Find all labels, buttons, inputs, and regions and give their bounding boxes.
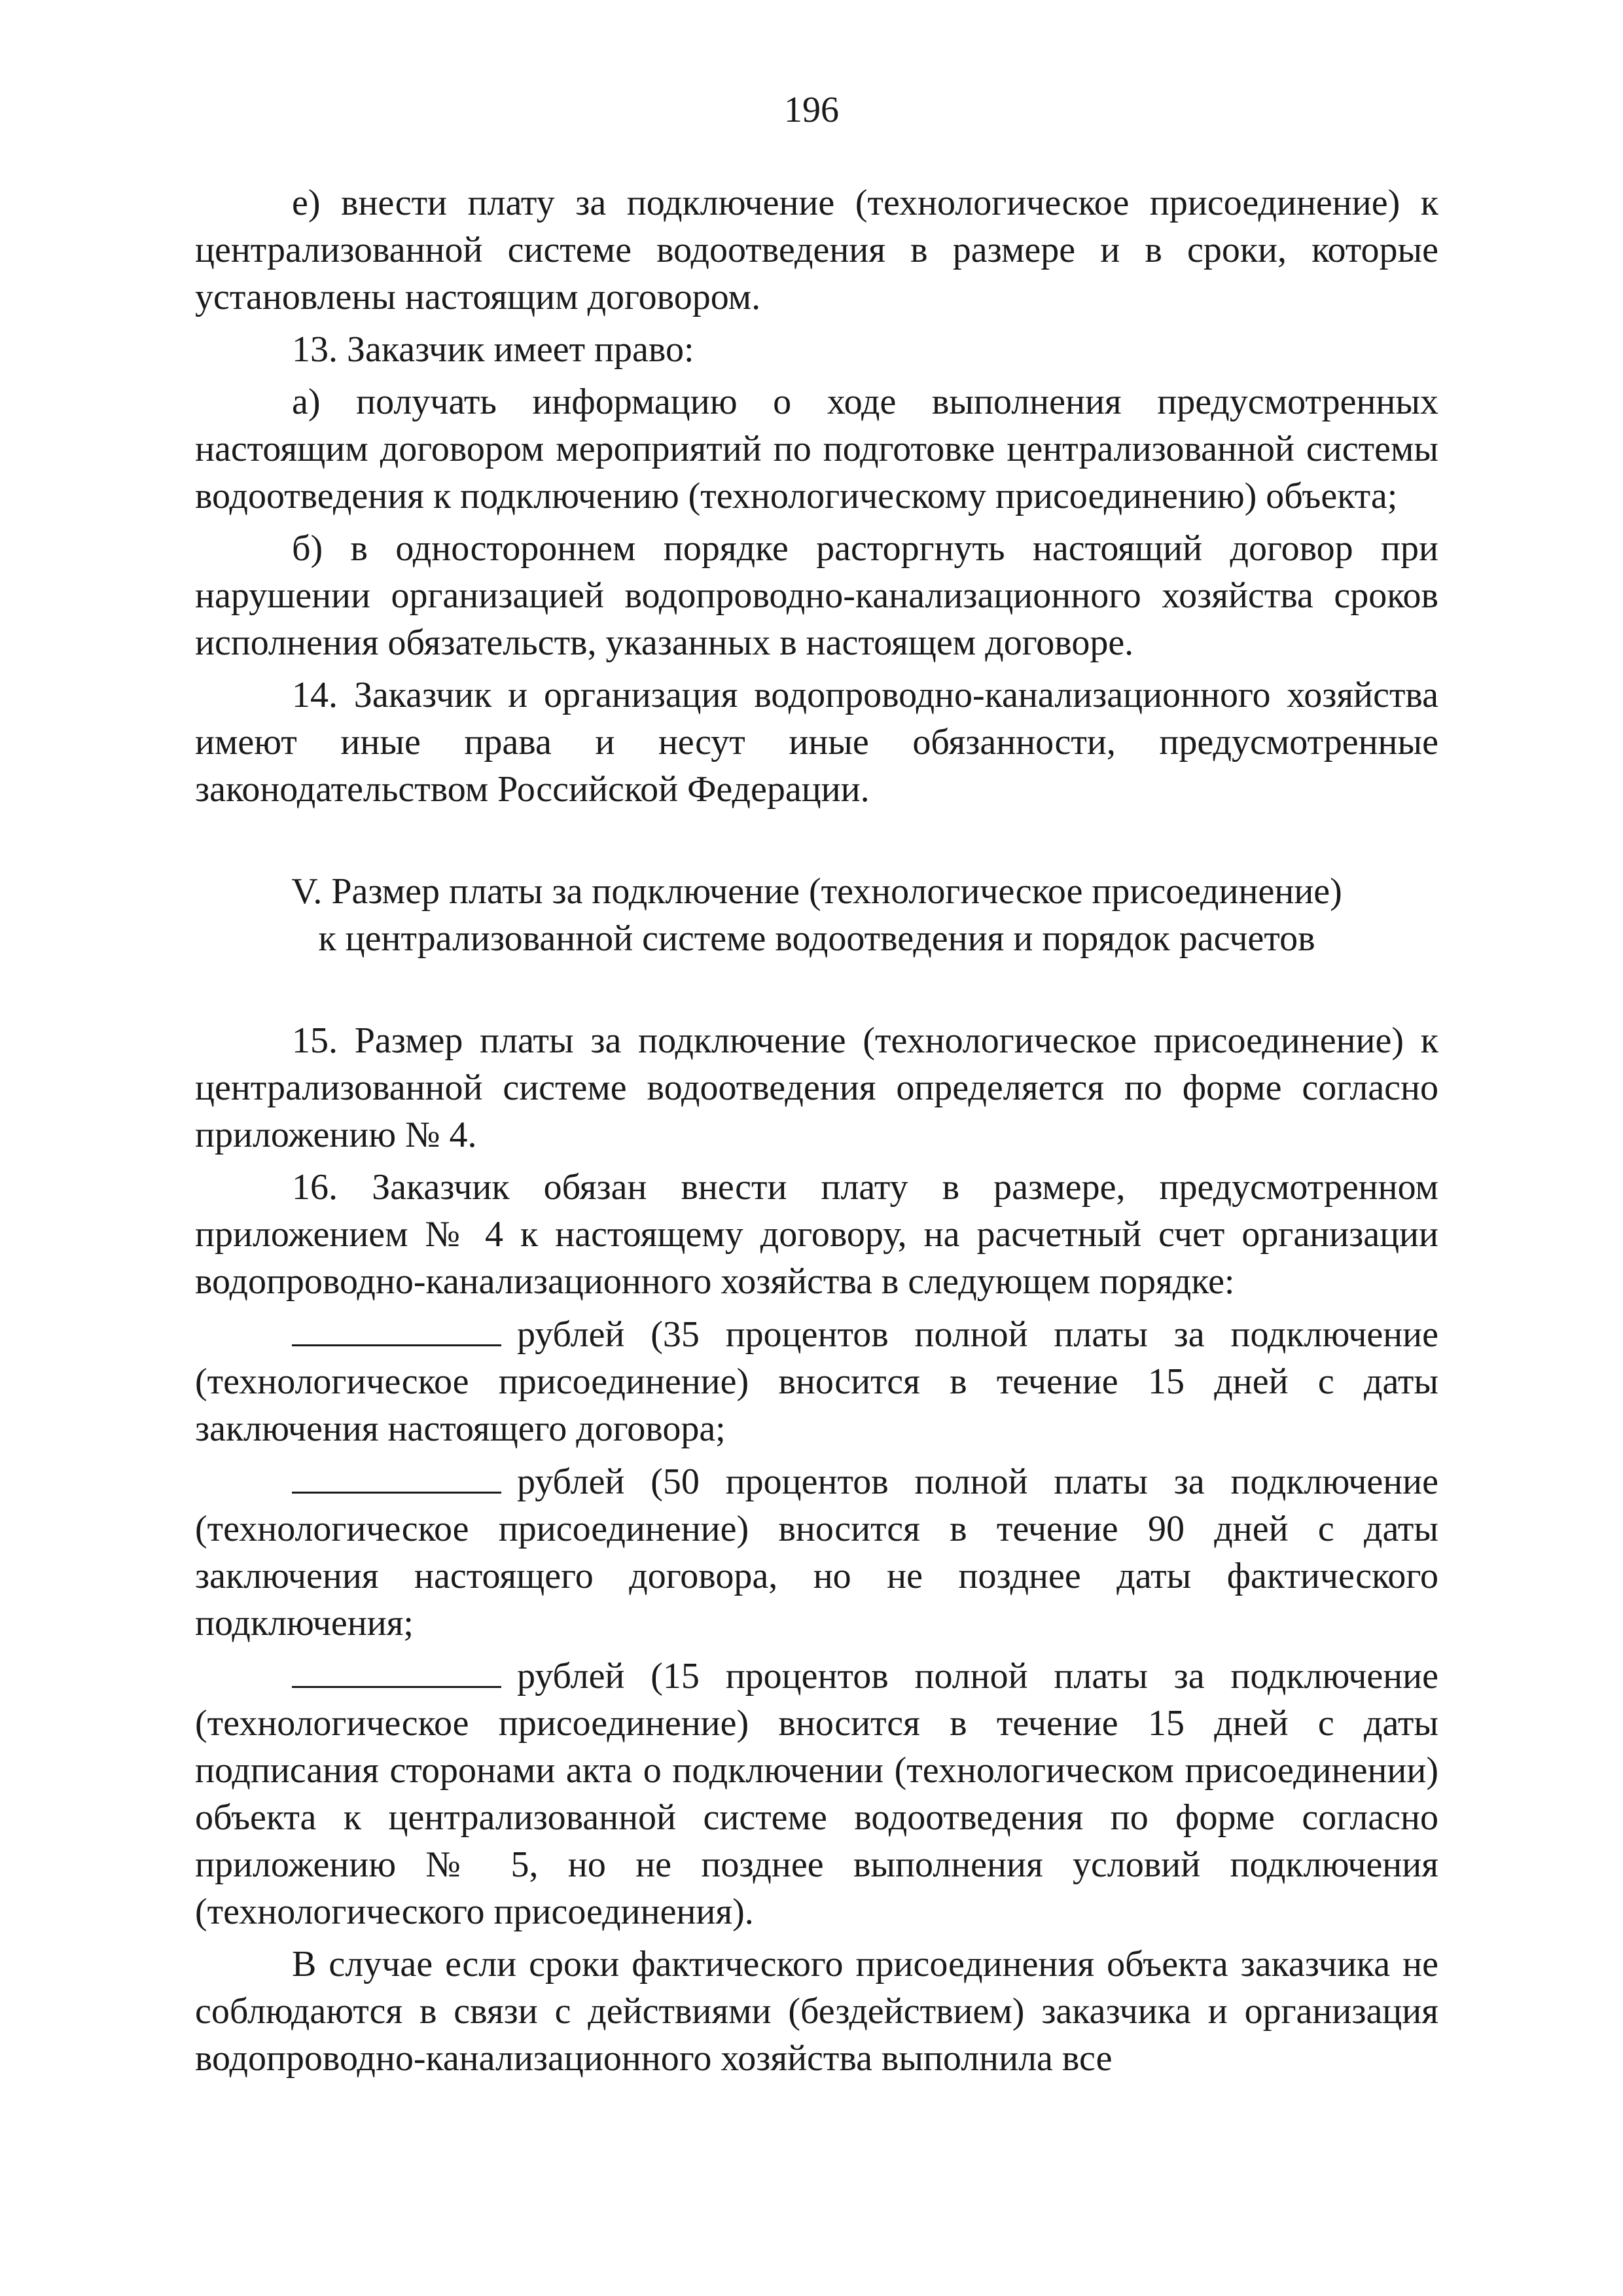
amount-blank (292, 1458, 501, 1494)
paragraph-12e: е) внести плату за подключение (технологическое присоединение) к централизованной системе водоотведения в размере и в сроки, которые установлены настоящим договором. (195, 183, 1438, 317)
document-body (195, 179, 1438, 2087)
paragraph-13a: а) получать информацию о ходе выполнения предусмотренных настоящим договором мероприятий по подготовке централизованной системы водоотведения к подключению (технологическому присоединению) объекта; (195, 382, 1438, 516)
payment-item-text: рублей (35 процентов полной платы за подключение (технологическое присоединение) вносится в течение 15 дней с даты заключения настоящего договора; (195, 1314, 1438, 1449)
payment-item-35 (195, 1310, 1438, 1452)
payment-item-15 (195, 1652, 1438, 1935)
payment-item-text: рублей (15 процентов полной платы за подключение (технологическое присоединение) вносится в течение 15 дней с даты подписания сторонами акта о подключении (технологическом присоединении) объекта к централизованной системе водоотведения по форме согласно приложению № 5, но не позднее выполнения условий подключения (технологического присоединения). (195, 1656, 1438, 1932)
payment-item-50 (195, 1458, 1438, 1647)
paragraph-13b: б) в одностороннем порядке расторгнуть настоящий договор при нарушении организацией водопроводно-канализационного хозяйства сроков исполнения обязательств, указанных в настоящем договоре. (195, 528, 1438, 663)
paragraph-14: 14. Заказчик и организация водопроводно-канализационного хозяйства имеют иные права и несут иные обязанности, предусмотренные законодательством Российской Федерации. (195, 675, 1438, 810)
amount-blank (292, 1652, 501, 1688)
section-heading (195, 868, 1438, 962)
payment-item-text: рублей (50 процентов полной платы за подключение (технологическое присоединение) вносится в течение 90 дней с даты заключения настоящего договора, но не позднее даты фактического подключения; (195, 1462, 1438, 1643)
section-heading-line-1: V. Размер платы за подключение (технологическое присоединение) (291, 871, 1342, 912)
paragraph-15: 15. Размер платы за подключение (технологическое присоединение) к централизованной системе водоотведения определяется по форме согласно приложению № 4. (195, 1020, 1438, 1155)
paragraph-last: В случае если сроки фактического присоединения объекта заказчика не соблюдаются в связи с действиями (бездействием) заказчика и организация водопроводно-канализационного хозяйства выполнила все (195, 1944, 1438, 2079)
paragraph-16: 16. Заказчик обязан внести плату в размере, предусмотренном приложением № 4 к настоящему договору, на расчетный счет организации водопроводно-канализационного хозяйства в следующем порядке: (195, 1167, 1438, 1302)
section-heading-line-2: к централизованной системе водоотведения и порядок расчетов (318, 918, 1315, 959)
amount-blank (292, 1310, 501, 1346)
page-number: 196 (784, 90, 839, 130)
paragraph-13: 13. Заказчик имеет право: (292, 329, 694, 370)
